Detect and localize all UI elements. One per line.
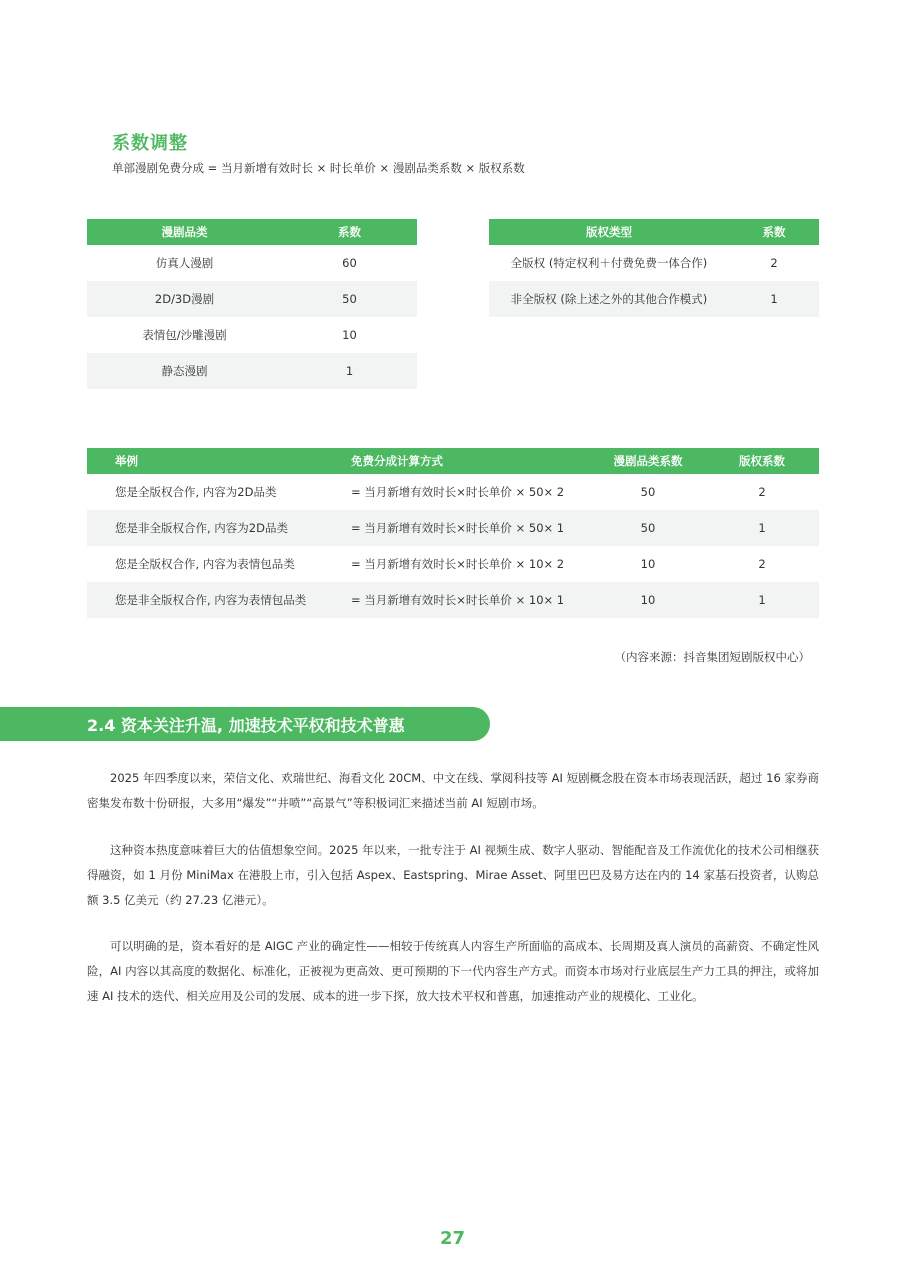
cell-category-coefficient: 50 — [591, 474, 705, 510]
paragraph: 可以明确的是，资本看好的是 AIGC 产业的确定性——相较于传统真人内容生产所面临的高成本、长周期及真人演员的高薪资、不确定性风险，AI 内容以其高度的数据化、标准化，正被视为更高效、更可预期的下一代内容生产方式。而资本市场对行业底层生产力工具的押注，或将加速 AI 技术的迭代、相关应用及公司的发展、成本的进一步下探，放大技术平权和普惠，加速推动产业的规模化、工业化。 — [87, 939, 819, 1003]
header-calc-method: 免费分成计算方式 — [351, 448, 591, 474]
example-table — [87, 448, 819, 618]
formula-text: 单部漫剧免费分成 = 当月新增有效时长 × 时长单价 × 漫剧品类系数 × 版权系数 — [112, 161, 525, 175]
cell-category: 表情包/沙雕漫剧 — [87, 317, 282, 353]
cell-example: 您是全版权合作, 内容为表情包品类 — [87, 546, 351, 582]
cell-coefficient: 50 — [282, 281, 417, 317]
table-row — [87, 245, 417, 281]
section-heading: 2.4 资本关注升温, 加速技术平权和技术普惠 — [87, 716, 405, 735]
cell-copyright-coefficient: 1 — [705, 510, 819, 546]
header-category-coefficient: 漫剧品类系数 — [591, 448, 705, 474]
cell-category: 2D/3D漫剧 — [87, 281, 282, 317]
cell-category-coefficient: 10 — [591, 546, 705, 582]
table-header-row — [87, 448, 819, 474]
table-row — [489, 281, 819, 317]
cell-coefficient: 60 — [282, 245, 417, 281]
table-row — [87, 281, 417, 317]
cell-coefficient: 2 — [729, 245, 819, 281]
cell-example: 您是全版权合作, 内容为2D品类 — [87, 474, 351, 510]
header-category: 漫剧品类 — [87, 219, 282, 245]
cell-example: 您是非全版权合作, 内容为表情包品类 — [87, 582, 351, 618]
cell-copyright-type: 全版权 (特定权利＋付费免费一体合作) — [489, 245, 729, 281]
cell-category: 静态漫剧 — [87, 353, 282, 389]
cell-coefficient: 10 — [282, 317, 417, 353]
table-row — [87, 510, 819, 546]
paragraph: 2025 年四季度以来，荣信文化、欢瑞世纪、海看文化 20CM、中文在线、掌阅科技等 AI 短剧概念股在资本市场表现活跃，超过 16 家券商密集发布数十份研报，大多用“爆发”“井喷”“高景气”等积极词汇来描述当前 AI 短剧市场。 — [87, 771, 819, 810]
category-coefficient-table — [87, 219, 417, 389]
copyright-coefficient-table — [489, 219, 819, 317]
cell-calc-method: = 当月新增有效时长×时长单价 × 50× 1 — [351, 510, 591, 546]
cell-copyright-coefficient: 2 — [705, 546, 819, 582]
cell-calc-method: = 当月新增有效时长×时长单价 × 10× 2 — [351, 546, 591, 582]
cell-calc-method: = 当月新增有效时长×时长单价 × 10× 1 — [351, 582, 591, 618]
cell-category: 仿真人漫剧 — [87, 245, 282, 281]
header-coefficient: 系数 — [282, 219, 417, 245]
header-example: 举例 — [87, 448, 351, 474]
cell-coefficient: 1 — [282, 353, 417, 389]
header-coefficient: 系数 — [729, 219, 819, 245]
cell-copyright-type: 非全版权 (除上述之外的其他合作模式) — [489, 281, 729, 317]
cell-copyright-coefficient: 2 — [705, 474, 819, 510]
table-row — [87, 353, 417, 389]
table-row — [489, 245, 819, 281]
table-row — [87, 317, 417, 353]
header-copyright-coefficient: 版权系数 — [705, 448, 819, 474]
page-number: 27 — [439, 1228, 466, 1249]
paragraph: 这种资本热度意味着巨大的估值想象空间。2025 年以来，一批专注于 AI 视频生成、数字人驱动、智能配音及工作流优化的技术公司相继获得融资，如 1 月份 MiniMax 在港股上市，引入包括 Aspex、Eastspring、Mirae Asset、阿里巴巴及易方达在内的 14 家基石投资者，认购总额 3.5 亿美元（约 27.23 亿港元）。 — [87, 843, 819, 907]
cell-copyright-coefficient: 1 — [705, 582, 819, 618]
table-header-row — [489, 219, 819, 245]
table-row — [87, 546, 819, 582]
table-row — [87, 582, 819, 618]
cell-coefficient: 1 — [729, 281, 819, 317]
section-title: 系数调整 — [112, 133, 188, 154]
header-copyright-type: 版权类型 — [489, 219, 729, 245]
cell-calc-method: = 当月新增有效时长×时长单价 × 50× 2 — [351, 474, 591, 510]
cell-category-coefficient: 50 — [591, 510, 705, 546]
cell-example: 您是非全版权合作, 内容为2D品类 — [87, 510, 351, 546]
table-row — [87, 474, 819, 510]
source-note: （内容来源：抖音集团短剧版权中心） — [614, 650, 810, 664]
cell-category-coefficient: 10 — [591, 582, 705, 618]
table-header-row — [87, 219, 417, 245]
